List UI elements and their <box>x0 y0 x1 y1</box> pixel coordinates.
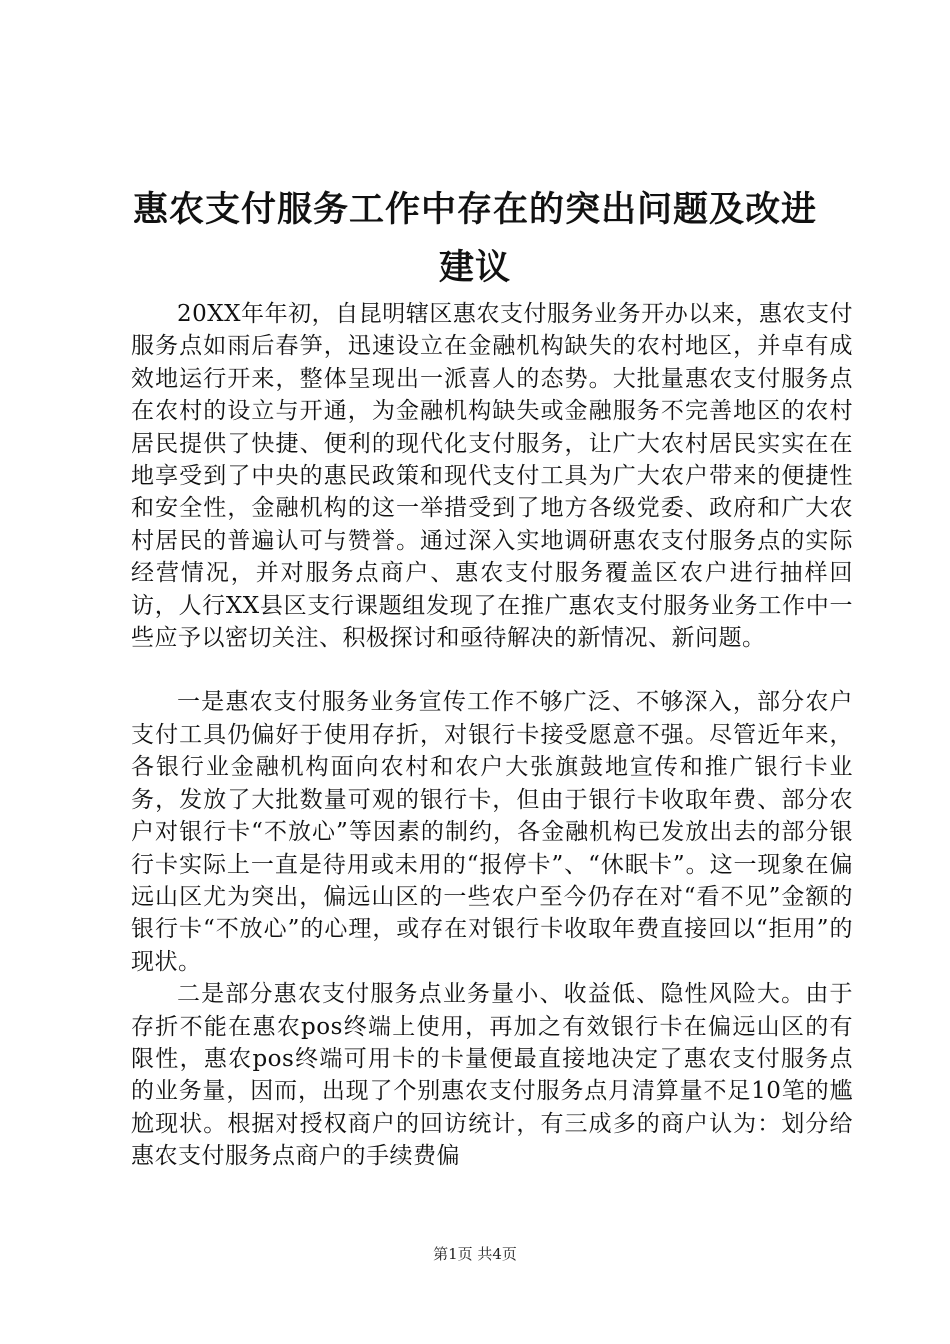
page-number-footer: 第1页 共4页 <box>433 1245 517 1263</box>
paragraph-intro: 20XX年年初，自昆明辖区惠农支付服务业务开办以来，惠农支付服务点如雨后春笋，迅速设立在金融机构缺失的农村地区，并卓有成效地运行开来，整体呈现出一派喜人的态势。大批量惠农支付服务点在农村的设立与开通，为金融机构缺失或金融服务不完善地区的农村居民提供了快捷、便利的现代化支付服务，让广大农村居民实实在在地享受到了中央的惠民政策和现代支付工具为广大农户带来的便捷性和安全性，金融机构的这一举措受到了地方各级党委、政府和广大农村居民的普遍认可与赞誉。通过深入实地调研惠农支付服务点的实际经营情况，并对服务点商户、惠农支付服务覆盖区农户进行抽样回访，人行XX县区支行课题组发现了在推广惠农支付服务业务工作中一些应予以密切关注、积极探讨和亟待解决的新情况、新问题。 <box>131 301 853 652</box>
document-title: 惠农支付服务工作中存在的突出问题及改进建议 <box>132 189 817 289</box>
paragraph-point-two: 二是部分惠农支付服务点业务量小、收益低、隐性风险大。由于存折不能在惠农pos终端上使用，再加之有效银行卡在偏远山区的有限性，惠农pos终端可用卡的卡量便最直接地决定了惠农支付服务点的业务量，因而，出现了个别惠农支付服务点月清算量不足10笔的尴尬现状。根据对授权商户的回访统计，有三成多的商户认为：划分给惠农支付服务点商户的手续费偏 <box>131 981 853 1170</box>
document-body <box>131 298 853 1173</box>
paragraph-point-one: 一是惠农支付服务业务宣传工作不够广泛、不够深入，部分农户支付工具仍偏好于使用存折，对银行卡接受愿意不强。尽管近年来，各银行业金融机构面向农村和农户大张旗鼓地宣传和推广银行卡业务，发放了大批数量可观的银行卡，但由于银行卡收取年费、部分农户对银行卡“不放心”等因素的制约，各金融机构已发放出去的部分银行卡实际上一直是待用或未用的“报停卡”、“休眠卡”。这一现象在偏远山区尤为突出，偏远山区的一些农户至今仍存在对“看不见”金额的银行卡“不放心”的心理，或存在对银行卡收取年费直接回以“拒用”的现状。 <box>131 689 853 975</box>
